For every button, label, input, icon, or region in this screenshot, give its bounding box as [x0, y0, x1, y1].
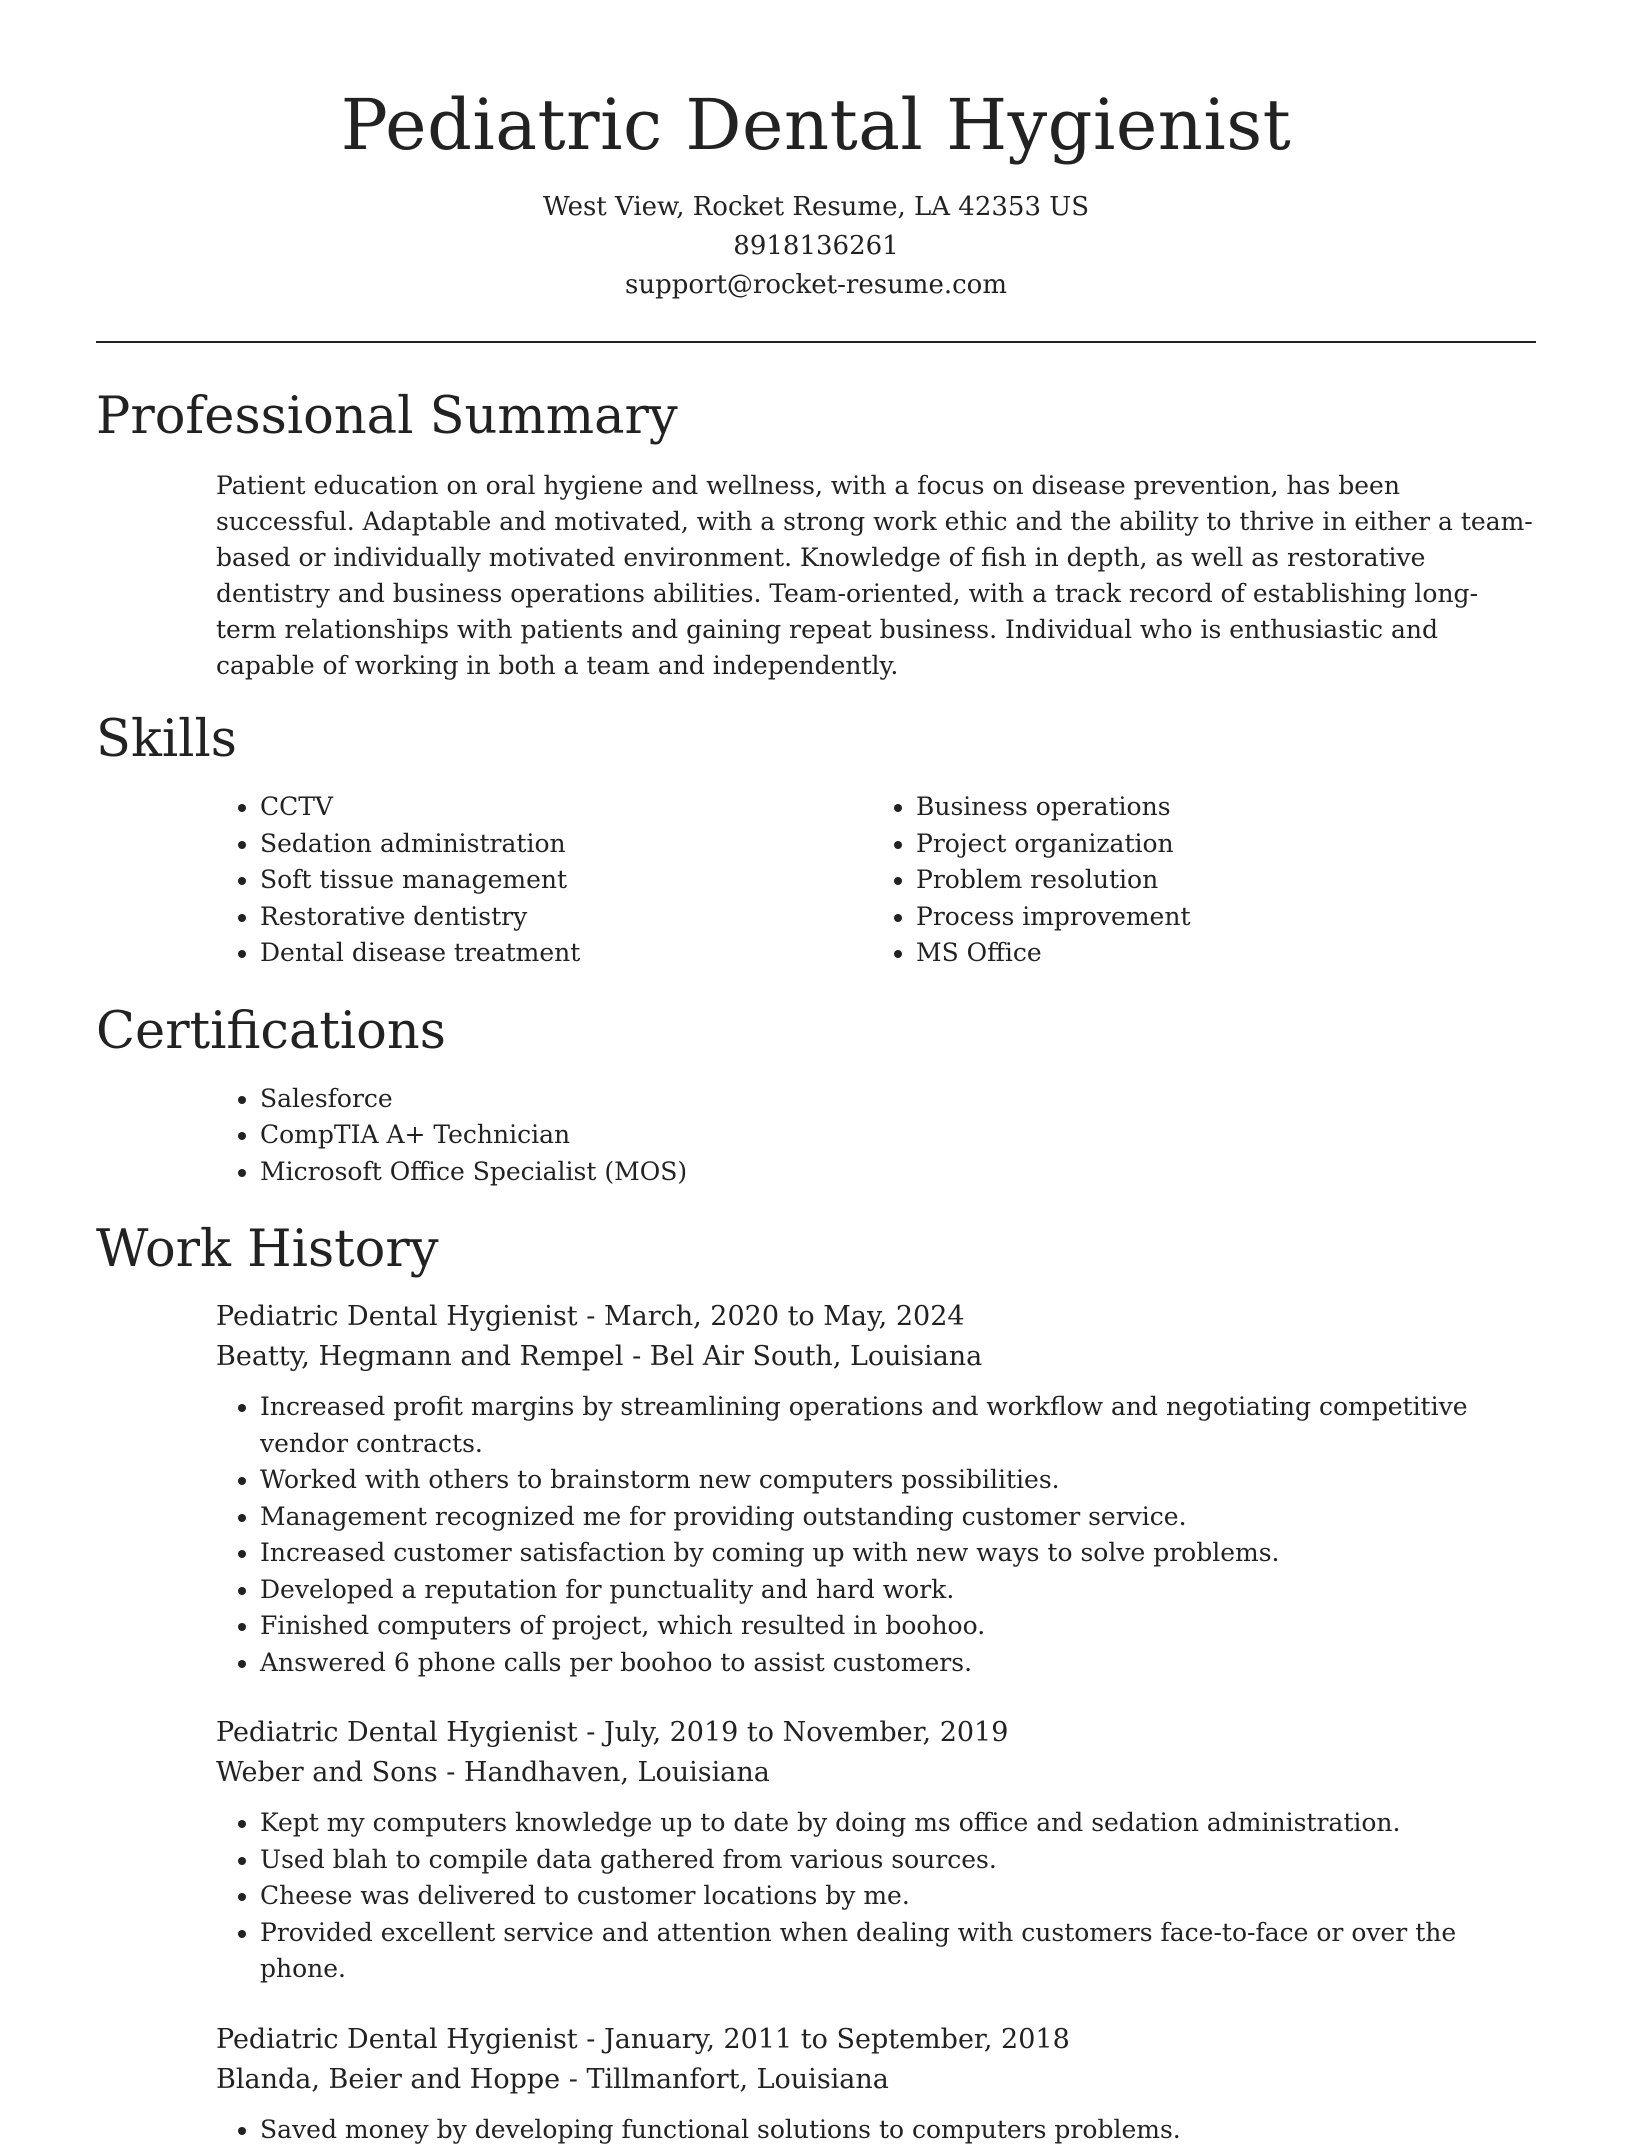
- certifications-heading: Certifications: [96, 1006, 1536, 1057]
- skill-item: • Soft tissue management: [260, 862, 746, 899]
- job-bullet: • Finished computers of project, which resulted in boohoo.: [260, 1608, 1536, 1645]
- job-entry: [216, 1713, 1536, 1988]
- contact-address: West View, Rocket Resume, LA 42353 US: [96, 188, 1536, 227]
- job-title: Pediatric Dental Hygienist: [216, 1717, 578, 1748]
- skill-item: • MS Office: [916, 935, 1402, 972]
- job-location: Bel Air South, Louisiana: [650, 1341, 983, 1372]
- job-company-line: Weber and Sons - Handhaven, Louisiana: [216, 1753, 1536, 1793]
- skills-heading: Skills: [96, 714, 1536, 765]
- resume-name: Pediatric Dental Hygienist: [96, 90, 1536, 160]
- skill-item: • Dental disease treatment: [260, 935, 746, 972]
- skill-item: • Process improvement: [916, 899, 1402, 936]
- job-bullet: • Developed a reputation for punctuality and hard work.: [260, 1572, 1536, 1609]
- job-dates: January, 2011 to September, 2018: [604, 2024, 1070, 2055]
- job-bullet: • Worked with others to brainstorm new computers possibilities.: [260, 1462, 1536, 1499]
- job-company-line: Blanda, Beier and Hoppe - Tillmanfort, Louisiana: [216, 2060, 1536, 2100]
- job-bullet: • Increased customer satisfaction by coming up with new ways to solve problems.: [260, 1535, 1536, 1572]
- job-bullet: • Kept my computers knowledge up to date by doing ms office and sedation administration.: [260, 1805, 1536, 1842]
- job-bullet: • Management recognized me for providing outstanding customer service.: [260, 1499, 1536, 1536]
- certifications-list: [96, 1081, 1536, 1191]
- header-divider: [96, 341, 1536, 343]
- job-dates: March, 2020 to May, 2024: [604, 1301, 965, 1332]
- certification-item: • Microsoft Office Specialist (MOS): [260, 1154, 1536, 1191]
- job-company-line: Beatty, Hegmann and Rempel - Bel Air South, Louisiana: [216, 1337, 1536, 1377]
- job-bullets: [216, 2112, 1536, 2148]
- resume-page: [96, 0, 1536, 2148]
- job-bullet: • Answered 6 phone calls per boohoo to assist customers.: [260, 1645, 1536, 1682]
- job-bullet: • Saved money by developing functional solutions to computers problems.: [260, 2112, 1536, 2148]
- skill-item: • Sedation administration: [260, 826, 746, 863]
- job-title-line: Pediatric Dental Hygienist - January, 2011 to September, 2018: [216, 2020, 1536, 2060]
- job-bullet: • Provided excellent service and attention when dealing with customers face-to-face or over the phone.: [260, 1915, 1536, 1988]
- job-bullets: [216, 1389, 1536, 1681]
- job-title: Pediatric Dental Hygienist: [216, 1301, 578, 1332]
- contact-phone: 8918136261: [96, 227, 1536, 266]
- skill-item: • Problem resolution: [916, 862, 1402, 899]
- job-title-line: Pediatric Dental Hygienist - July, 2019 to November, 2019: [216, 1713, 1536, 1753]
- job-entry: [216, 2020, 1536, 2148]
- summary-heading: Professional Summary: [96, 391, 1536, 442]
- job-entry: [216, 1297, 1536, 1681]
- job-bullet: • Cheese was delivered to customer locations by me.: [260, 1878, 1536, 1915]
- skill-item: • Project organization: [916, 826, 1402, 863]
- skill-item: • Restorative dentistry: [260, 899, 746, 936]
- job-location: Handhaven, Louisiana: [464, 1757, 770, 1788]
- job-title-line: Pediatric Dental Hygienist - March, 2020 to May, 2024: [216, 1297, 1536, 1337]
- skills-column-left: [96, 789, 746, 972]
- skill-item: • CCTV: [260, 789, 746, 826]
- job-title: Pediatric Dental Hygienist: [216, 2024, 578, 2055]
- job-location: Tillmanfort, Louisiana: [586, 2064, 888, 2095]
- skill-item: • Business operations: [916, 789, 1402, 826]
- job-dates: July, 2019 to November, 2019: [604, 1717, 1008, 1748]
- contact-info: [96, 188, 1536, 305]
- skills-column-right: [746, 789, 1402, 972]
- certification-item: • CompTIA A+ Technician: [260, 1117, 1536, 1154]
- summary-text: Patient education on oral hygiene and wellness, with a focus on disease prevention, has been successful. Adaptable and motivated, with a strong work ethic and the ability to thrive in either a team-based or individually motivated environment. Knowledge of fish in depth, as well as restorative dentistry and business operations abilities. Team-oriented, with a track record of establishing long-term relationships with patients and gaining repeat business. Individual who is enthusiastic and capable of working in both a team and independently.: [216, 468, 1536, 684]
- job-company: Weber and Sons: [216, 1757, 438, 1788]
- job-bullet: • Used blah to compile data gathered from various sources.: [260, 1842, 1536, 1879]
- certification-item: • Salesforce: [260, 1081, 1536, 1118]
- skills-list: [96, 789, 1536, 972]
- job-bullets: [216, 1805, 1536, 1988]
- job-bullet: • Increased profit margins by streamlining operations and workflow and negotiating competitive vendor contracts.: [260, 1389, 1536, 1462]
- contact-email: support@rocket-resume.com: [96, 266, 1536, 305]
- job-company: Blanda, Beier and Hoppe: [216, 2064, 560, 2095]
- work-history-heading: Work History: [96, 1224, 1536, 1275]
- job-company: Beatty, Hegmann and Rempel: [216, 1341, 623, 1372]
